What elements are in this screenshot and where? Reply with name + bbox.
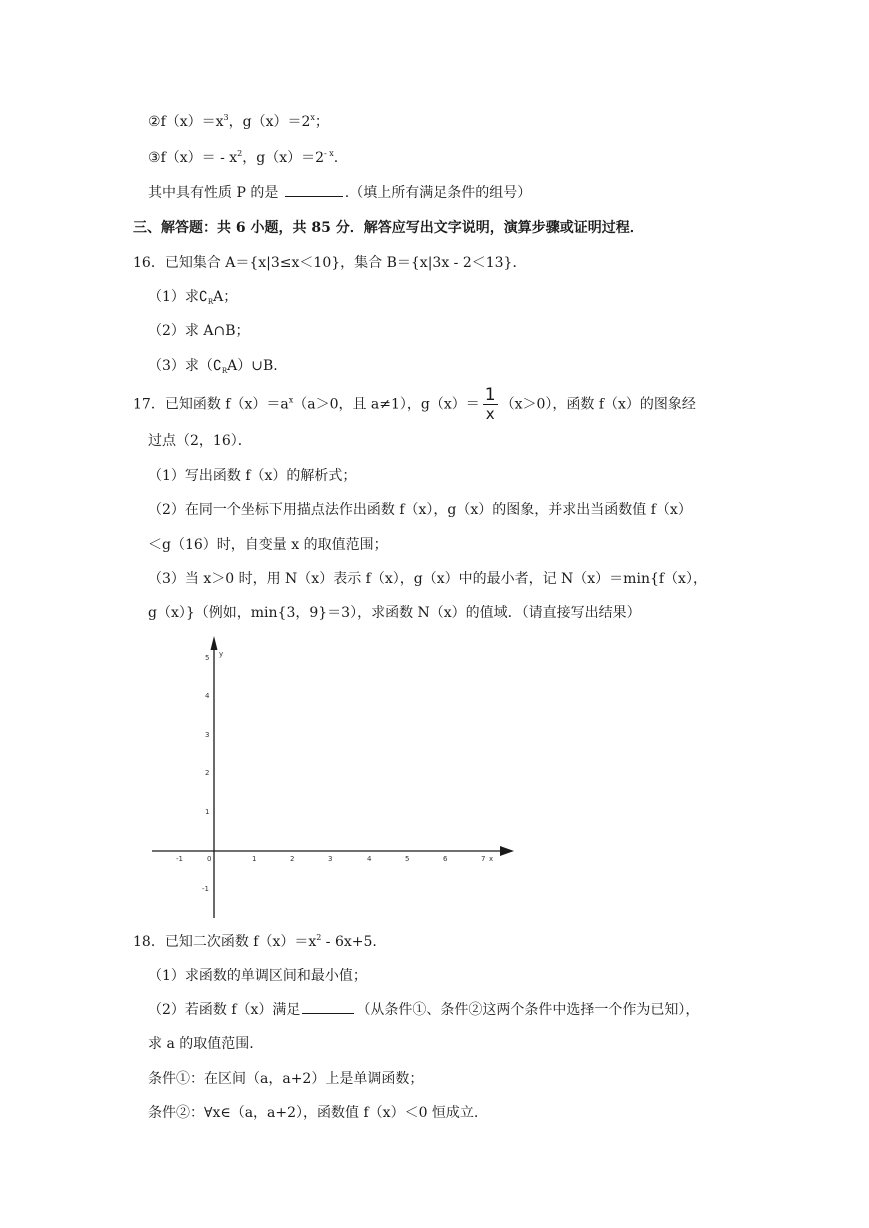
section-heading: 三、解答题：共 6 小题，共 85 分．解答应写出文字说明，演算步骤或证明过程． bbox=[133, 220, 644, 236]
y-tick-label: 4 bbox=[205, 692, 210, 700]
q18-condition-2: 条件②：∀x∈（a，a+2），函数值 f（x）＜0 恒成立. bbox=[148, 1105, 479, 1121]
q17-stem-line-2: 过点（2，16）． bbox=[148, 433, 252, 449]
q18-part-1: （1）求函数的单调区间和最小值； bbox=[148, 968, 367, 984]
x-tick-label: 1 bbox=[252, 855, 257, 863]
x-tick-label: 3 bbox=[328, 855, 333, 863]
x-tick-label: 6 bbox=[443, 855, 448, 863]
x-tick-label: 2 bbox=[290, 855, 295, 863]
answer-blank bbox=[302, 1001, 354, 1014]
q17-part-1: （1）写出函数 f（x）的解析式； bbox=[148, 468, 357, 484]
x-tick-label: 7 bbox=[481, 855, 486, 863]
x-tick-label: 4 bbox=[367, 855, 372, 863]
y-tick-label: 2 bbox=[205, 769, 210, 777]
q15-prompt: 其中具有性质 P 的是 .（填上所有满足条件的组号） bbox=[148, 185, 532, 201]
q18-stem: 18．已知二次函数 $f(x)=x^2 - 6x+5$. bbox=[133, 933, 377, 950]
x-axis-arrow bbox=[500, 846, 514, 856]
y-axis-label: y bbox=[219, 650, 224, 658]
y-tick-label: 5 bbox=[205, 654, 210, 662]
fraction-one-over-x: $\frac{1}{x}$ bbox=[484, 385, 496, 423]
q15-item-2: $②f(x)=x^3$，$g(x)=2^x$； bbox=[148, 113, 329, 130]
y-tick-label: 1 bbox=[205, 808, 210, 816]
q16-part-1: （1）求$∁_RA$； bbox=[148, 289, 238, 306]
q16-part-2: （2）求 A∩B； bbox=[148, 323, 250, 339]
x-axis-label: x bbox=[489, 855, 494, 863]
q15-item-3: ③f（x）＝ - $x^2$，$g(x)=2^{- x}$. bbox=[148, 149, 339, 166]
y-axis-arrow bbox=[211, 636, 218, 650]
x-tick-label: 0 bbox=[207, 855, 212, 863]
q18-part-2-line-1: （2）若函数 f（x）满足 （从条件①、条件②这两个条件中选择一个作为已知）， bbox=[148, 1002, 700, 1018]
q18-part-2-line-2: 求 a 的取值范围. bbox=[148, 1036, 254, 1052]
q17-part-2-line-1: （2）在同一个坐标下用描点法作出函数 f（x），g（x）的图象，并求出当函数值 f（x） bbox=[148, 502, 692, 518]
q16-part-3: （3）求$(∁_RA)\cup B$. bbox=[148, 358, 278, 375]
y-tick-label: -1 bbox=[202, 885, 209, 893]
q17-stem: 17．已知函数 $f(x)=a^x(a>0$，且 a≠1），g（x）＝ $\frac{1}{x}$ （x＞0），函数 f（x）的图象经 bbox=[133, 385, 696, 423]
q17-part-3-line-1: （3）当 x＞0 时，用 N（x）表示 f（x），g（x）中的最小者，记 N（x）＝min{f（x）， bbox=[148, 571, 707, 587]
x-tick-label: 5 bbox=[405, 855, 410, 863]
q18-condition-1: 条件①：在区间（a，a+2）上是单调函数； bbox=[148, 1071, 424, 1087]
q17-part-3-line-2: g（x）}（例如，min{3，9}＝3），求函数 N（x）的值域．（请直接写出结果） bbox=[148, 605, 641, 621]
y-tick-label: 3 bbox=[205, 731, 210, 739]
x-tick-label: -1 bbox=[176, 855, 183, 863]
q16-stem: 16．已知集合 A＝{x|3≤x＜10}，集合 B＝{x|3x - 2＜13}． bbox=[133, 255, 527, 271]
q17-part-2-line-2: ＜g（16）时，自变量 x 的取值范围； bbox=[148, 537, 388, 553]
